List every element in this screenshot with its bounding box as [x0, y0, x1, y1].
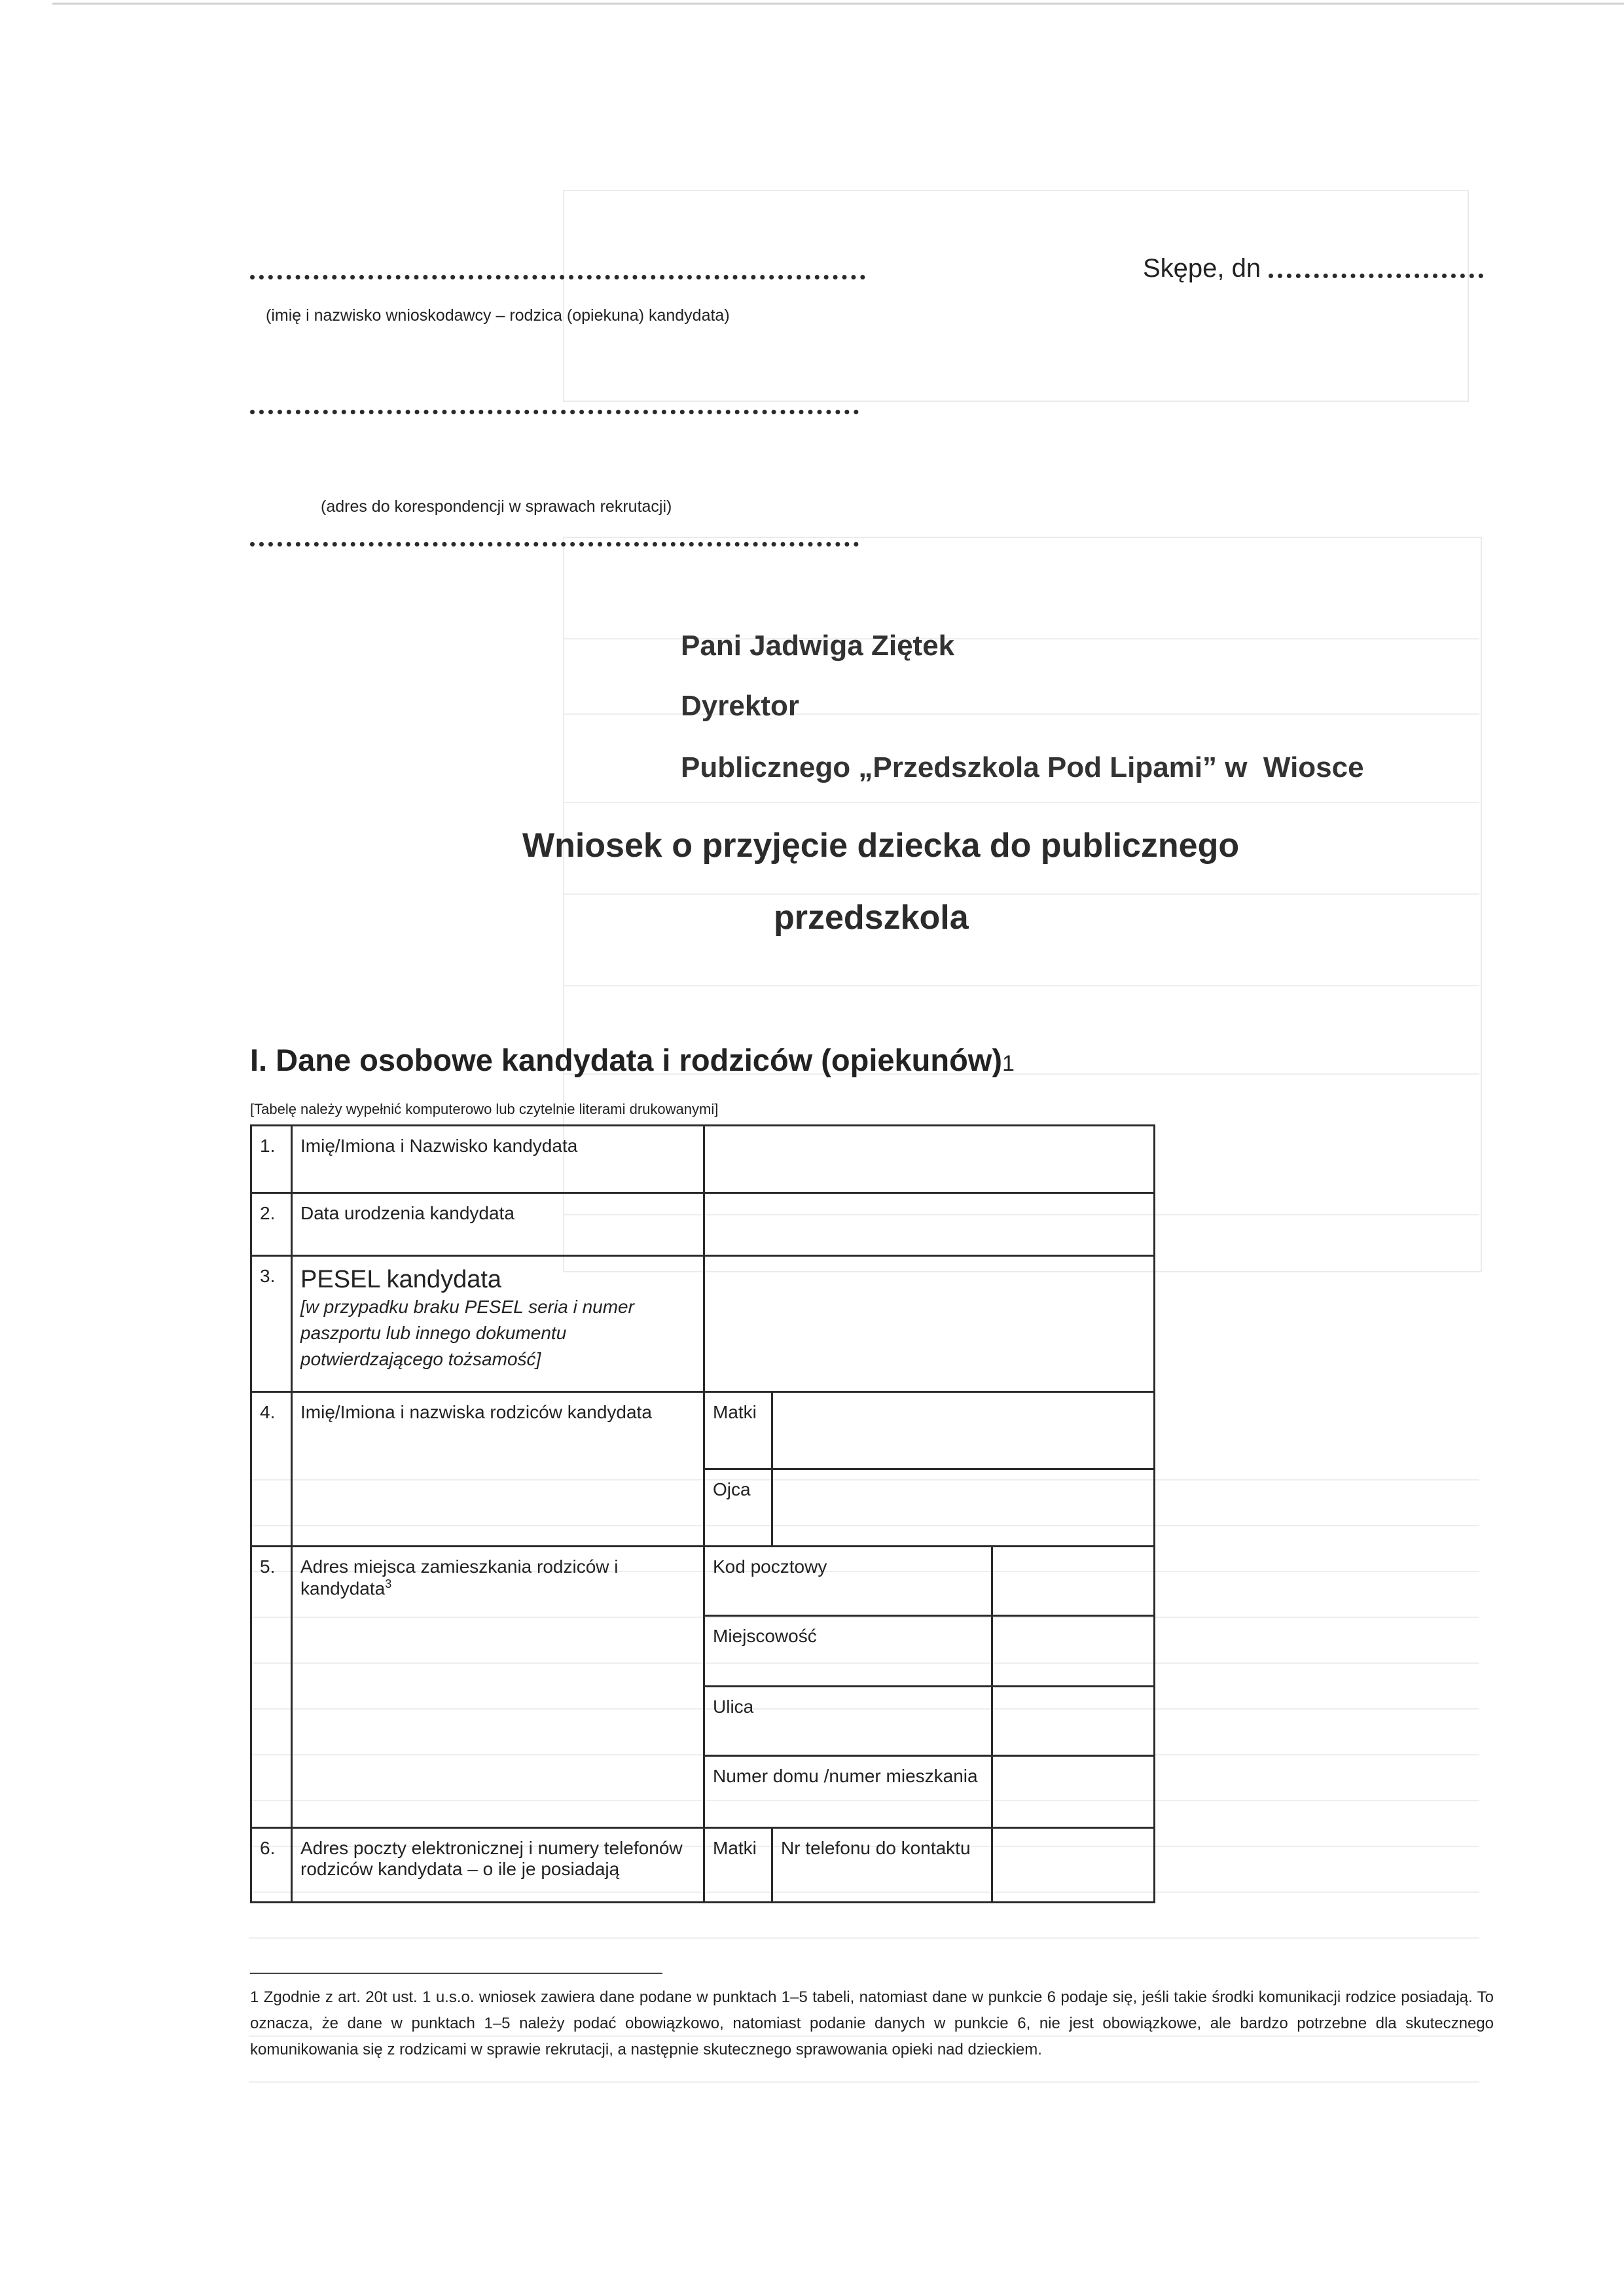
address-dotted-line-2[interactable]	[250, 542, 859, 547]
row-number: 5.	[251, 1547, 292, 1828]
table-row	[251, 1828, 1155, 1903]
table-row	[251, 1392, 1155, 1469]
date-dotted-line[interactable]	[1269, 274, 1483, 278]
table-row	[251, 1547, 1155, 1616]
address-caption: (adres do korespondencji w sprawach rekrutacji)	[321, 497, 672, 516]
address-footnote-mark: 3	[385, 1577, 392, 1590]
candidate-name-label: Imię/Imiona i Nazwisko kandydata	[292, 1126, 704, 1193]
scan-top-edge	[52, 3, 1624, 5]
pesel-label: PESEL kandydata	[300, 1266, 502, 1293]
address-label-cell	[292, 1547, 704, 1828]
applicant-name-dotted-line[interactable]	[250, 275, 865, 279]
row-number: 1.	[251, 1126, 292, 1193]
contact-mother-label: Matki	[704, 1828, 772, 1903]
father-name-field[interactable]	[772, 1469, 1155, 1547]
form-title-line-2: przedszkola	[774, 899, 969, 937]
addressee-name: Pani Jadwiga Ziętek	[681, 630, 955, 662]
candidate-name-field[interactable]	[704, 1126, 1155, 1193]
postal-code-label: Kod pocztowy	[704, 1547, 992, 1616]
address-dotted-line-1[interactable]	[250, 410, 859, 414]
city-field[interactable]	[992, 1616, 1155, 1687]
form-title-line-1: Wniosek o przyjęcie dziecka do publicznego	[522, 827, 1240, 865]
addressee-institution: Publicznego „Przedszkola Pod Lipami” w Wiosce	[681, 751, 1364, 783]
postal-code-field[interactable]	[992, 1547, 1155, 1616]
section-heading	[250, 1042, 1015, 1078]
table-row	[251, 1256, 1155, 1392]
phone-label: Nr telefonu do kontaktu	[772, 1828, 992, 1903]
contact-label: Adres poczty elektronicznej i numery telefonów rodziców kandydata – o ile je posiadają	[292, 1828, 704, 1903]
contact-field[interactable]	[992, 1828, 1155, 1903]
parents-names-label: Imię/Imiona i nazwiska rodziców kandydata	[292, 1392, 704, 1547]
addressee-position: Dyrektor	[681, 690, 799, 722]
address-label: Adres miejsca zamieszkania rodziców i kandydata	[300, 1556, 619, 1599]
pesel-note: [w przypadku braku PESEL seria i numer paszportu lub innego dokumentu potwierdzającego tożsamość]	[300, 1297, 634, 1369]
pesel-label-cell	[292, 1256, 704, 1392]
section-heading-footnote-mark: 1	[1002, 1051, 1015, 1076]
birth-date-field[interactable]	[704, 1193, 1155, 1256]
section-heading-text: I. Dane osobowe kandydata i rodziców (opiekunów)	[250, 1043, 1003, 1077]
footnote-separator	[250, 1973, 662, 1974]
personal-data-table	[250, 1124, 1155, 1903]
applicant-caption: (imię i nazwisko wnioskodawcy – rodzica (opiekuna) kandydata)	[266, 306, 730, 325]
pesel-field[interactable]	[704, 1256, 1155, 1392]
footnote-text: 1 Zgodnie z art. 20t ust. 1 u.s.o. wniosek zawiera dane podane w punktach 1–5 tabeli, natomiast dane w punkcie 6 podaje się, jeśli takie środki komunikacji rodzice posiadają. To oznacza, że dane w punktach 1–5 należy podać obowiązkowo, natomiast podanie danych w punkcie 6, nie jest obowiązkowe, ale bardzo potrzebne dla skutecznego komunikowania się z rodzicami w sprawie rekrutacji, a następnie skutecznego sprawowania opieki nad dzieckiem.	[250, 1988, 1494, 2058]
row-number: 3.	[251, 1256, 292, 1392]
table-row	[251, 1126, 1155, 1193]
mother-name-field[interactable]	[772, 1392, 1155, 1469]
row-number: 2.	[251, 1193, 292, 1256]
row-number: 4.	[251, 1392, 292, 1547]
birth-date-label: Data urodzenia kandydata	[292, 1193, 704, 1256]
place-date-label: Skępe, dn	[1143, 254, 1261, 283]
street-label: Ulica	[704, 1687, 992, 1756]
mother-label: Matki	[704, 1392, 772, 1469]
table-instruction: [Tabelę należy wypełnić komputerowo lub czytelnie literami drukowanymi]	[250, 1101, 719, 1117]
father-label: Ojca	[704, 1469, 772, 1547]
street-field[interactable]	[992, 1687, 1155, 1756]
house-number-label: Numer domu /numer mieszkania	[704, 1756, 992, 1828]
city-label: Miejscowość	[704, 1616, 992, 1687]
row-number: 6.	[251, 1828, 292, 1903]
house-number-field[interactable]	[992, 1756, 1155, 1828]
table-row	[251, 1193, 1155, 1256]
